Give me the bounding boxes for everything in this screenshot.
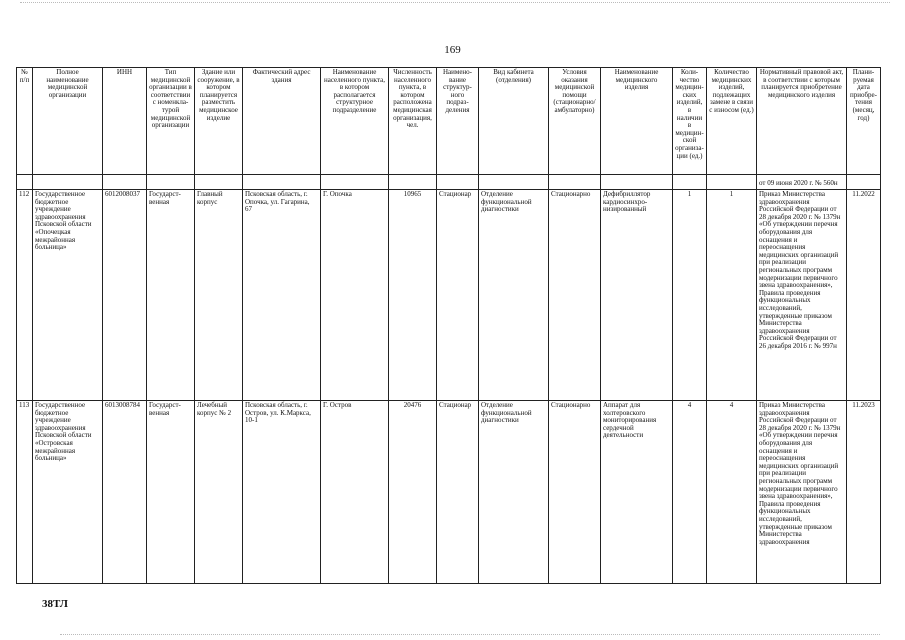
cell-org: Государственное бюджетное учреждение здравоохранения Псковской области «Островская межрайонная больница» (33, 401, 103, 584)
page-number: 169 (444, 44, 461, 56)
header-building: Здание или сооружение, в котором планируется разместить медицинское изделие (195, 68, 243, 175)
cell-qty-available: 1 (673, 190, 707, 401)
cell-address: Псковская область, г. Остров, ул. К.Маркса, 10-1 (243, 401, 321, 584)
cell-date: 11.2022 (847, 190, 881, 401)
header-qty-replace: Количество медицинских изделий, подлежащих замене в связи с износом (ед.) (707, 68, 757, 175)
header-act: Нормативный правовой акт, в соответствии с которым планируется приобретение медицинского изделия (757, 68, 847, 175)
cell-type: Государст-венная (147, 401, 195, 584)
header-inn: ИНН (103, 68, 147, 175)
header-device: Наименование медицинского изделия (601, 68, 673, 175)
cell-device: Аппарат для холтеровского мониторирования сердечной деятельности (601, 401, 673, 584)
cell-qty-available: 4 (673, 401, 707, 584)
cell-building: Лечебный корпус № 2 (195, 401, 243, 584)
cell-inn: 6013008784 (103, 401, 147, 584)
continuation-act: от 09 июня 2020 г. № 560н (757, 175, 847, 190)
cell-num: 112 (17, 190, 33, 401)
cell-locality: Г. Остров (321, 401, 389, 584)
header-locality: Наименование населенного пункта, в котором располагается структурное подразделение (321, 68, 389, 175)
cell-locality: Г. Опочка (321, 190, 389, 401)
cell-conditions: Стационарно (549, 401, 601, 584)
document-stamp: 38ТЛ (42, 598, 68, 610)
table-row (17, 401, 881, 584)
header-cabinet: Вид кабинета (отделения) (479, 68, 549, 175)
cell-act: Приказ Министерства здравоохранения Российской Федерации от 28 декабря 2020 г. № 1379н «Об утверждении перечня оборудования для оснащения и переоснащения медицинских организаций при реализации региональных программ модернизации первичного звена здравоохранения», Правила проведения функциональных исследований, утвержденные приказом Министерства здравоохранения (757, 401, 847, 584)
header-qty-available: Коли-чество медицин-ских изделий, в наличии в медицин-ской организа-ции (ед.) (673, 68, 707, 175)
cell-inn: 6012008037 (103, 190, 147, 401)
cell-act: Приказ Министерства здравоохранения Российской Федерации от 28 декабря 2020 г. № 1379н «Об утверждении перечня оборудования для оснащения и переоснащения медицинских организаций при реализации региональных программ модернизации первичного звена здравоохранения», Правила проведения функциональных исследований, утвержденные приказом Министерства здравоохранения Российской Федерации от 26 декабря 2016 г. № 997н (757, 190, 847, 401)
table-header-row (17, 68, 881, 175)
header-type: Тип медицинской организации в соответствии с номенкла-турой медицинской организации (147, 68, 195, 175)
header-org: Полное наименование медицинской организации (33, 68, 103, 175)
header-population: Численность населенного пункта, в котором расположена медицинская организация, чел. (389, 68, 437, 175)
cell-building: Главный корпус (195, 190, 243, 401)
cell-unit: Стационар (437, 190, 479, 401)
cell-conditions: Стационарно (549, 190, 601, 401)
scan-bottom-edge (60, 634, 880, 635)
cell-num: 113 (17, 401, 33, 584)
table-row (17, 190, 881, 401)
cell-population: 10965 (389, 190, 437, 401)
cell-org: Государственное бюджетное учреждение здравоохранения Псковской области «Опочецкая межрайонная больница» (33, 190, 103, 401)
cell-type: Государст-венная (147, 190, 195, 401)
cell-cabinet: Отделение функциональной диагностики (479, 401, 549, 584)
cell-qty-replace: 4 (707, 401, 757, 584)
header-unit: Наимено-вание структур-ного подраз-деления (437, 68, 479, 175)
header-conditions: Условия оказания медицинской помощи (стационарно/амбулаторно) (549, 68, 601, 175)
scan-top-edge (20, 2, 890, 3)
equipment-table (16, 67, 881, 584)
cell-address: Псковская область, г. Опочка, ул. Гагарина, 67 (243, 190, 321, 401)
cell-date: 11.2023 (847, 401, 881, 584)
cell-qty-replace: 1 (707, 190, 757, 401)
header-address: Фактический адрес здания (243, 68, 321, 175)
cell-cabinet: Отделение функциональной диагностики (479, 190, 549, 401)
cell-device: Дефибриллятор кардиосинхро-низированный (601, 190, 673, 401)
header-date: Плани-руемая дата приобре-тения (месяц, год) (847, 68, 881, 175)
cell-unit: Стационар (437, 401, 479, 584)
header-num: № п/п (17, 68, 33, 175)
continuation-row (17, 175, 881, 190)
cell-population: 20476 (389, 401, 437, 584)
